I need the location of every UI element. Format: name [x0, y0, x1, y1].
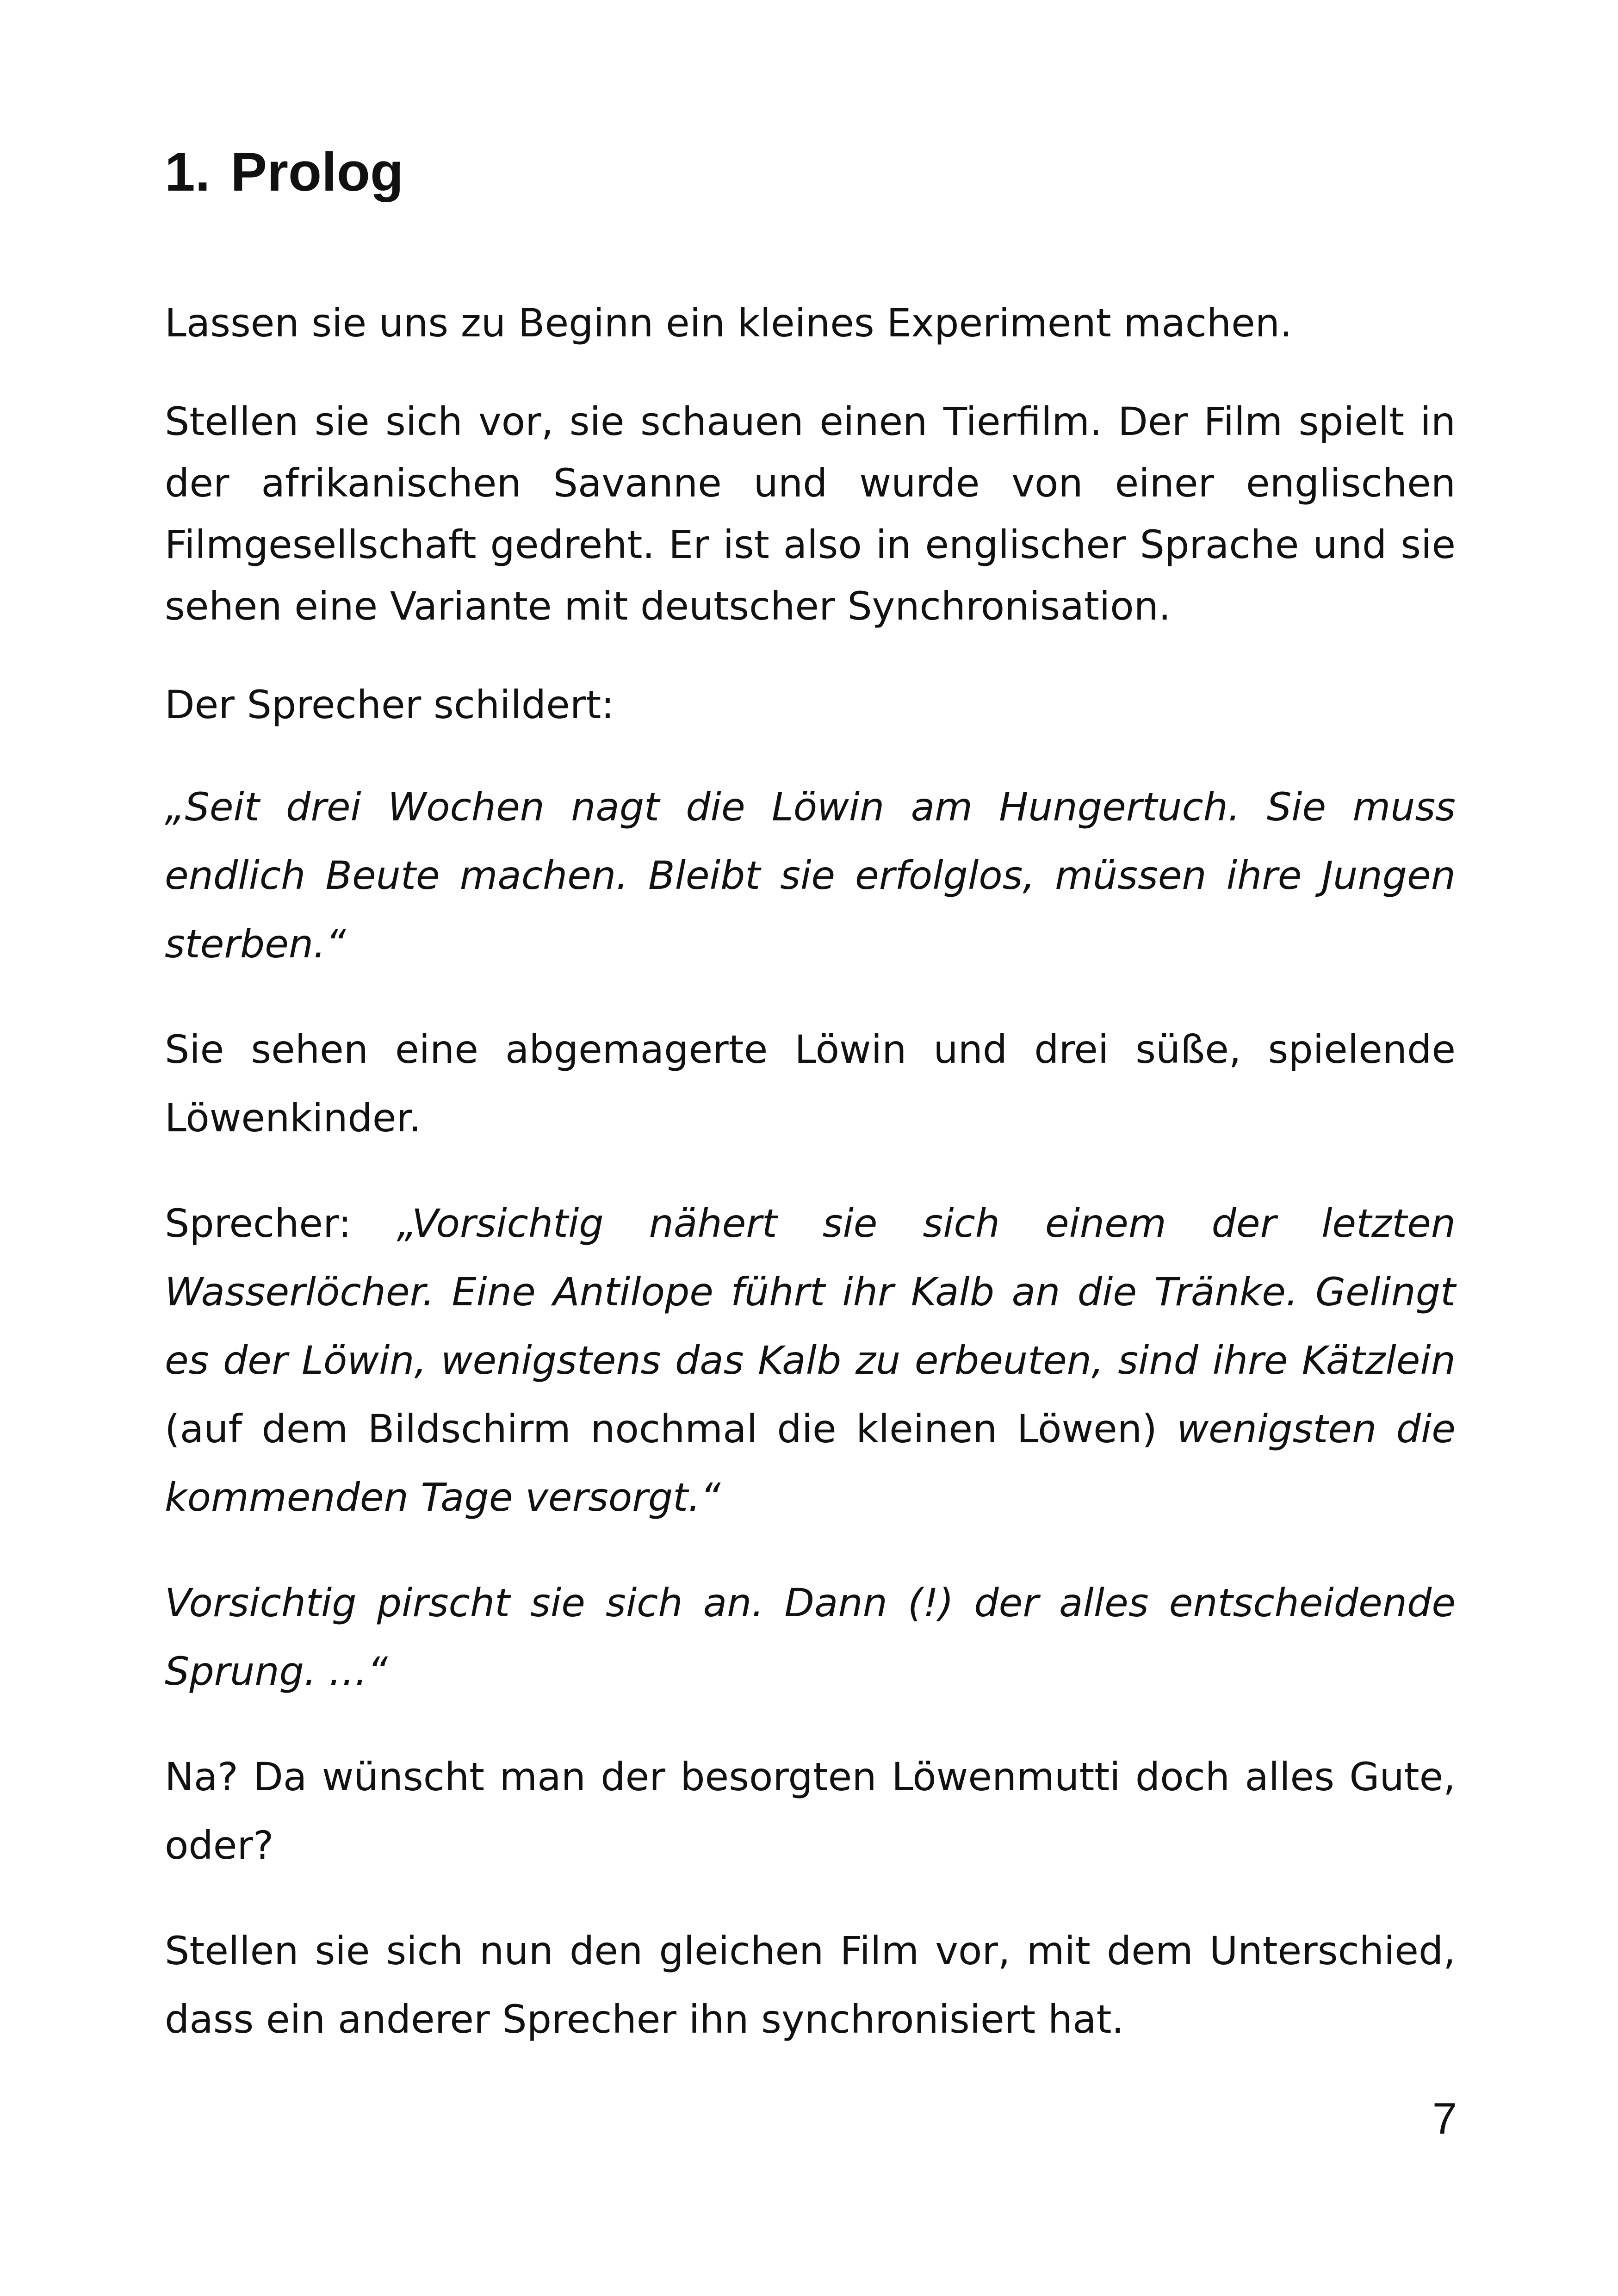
narrator-quote-part-2: wenigsten die kommenden Tage versorgt.“	[165, 1406, 1456, 1520]
body-text	[165, 292, 1456, 2091]
paragraph-film-description: Stellen sie sich vor, sie schauen einen Tierfilm. Der Film spielt in der afrikanischen Savanne und wurde von einer englischen Filmgesellschaft gedreht. Er ist also in englischer Sprache und sie sehen eine Variante mit deutscher Synchronisation.	[165, 399, 1456, 629]
narrator-quote-part-1: „Vorsichtig nähert sie sich einem der letzten Wasserlöcher. Eine Antilope führt ihr Kalb an die Tränke. Gelingt es der Löwin, wenigstens das Kalb zu erbeuten, sind ihre Kätzlein	[165, 1201, 1456, 1383]
paragraph-second-narrator: Stellen sie sich nun den gleichen Film vor, mit dem Unterschied, dass ein anderer Sprecher ihn synchronisiert hat.	[165, 1928, 1456, 2042]
chapter-title: Prolog	[230, 142, 404, 203]
paragraph-scene-description: Sie sehen eine abgemagerte Löwin und drei süße, spielende Löwenkinder.	[165, 1027, 1456, 1141]
paragraph-intro: Lassen sie uns zu Beginn ein kleines Experiment machen.	[165, 300, 1292, 346]
paragraph-narrator-intro: Der Sprecher schildert:	[165, 682, 614, 727]
page-number: 7	[1432, 2094, 1457, 2143]
paragraph-narrator-quote-2	[165, 1189, 1456, 1532]
screen-aside: (auf dem Bildschirm nochmal die kleinen Löwen)	[165, 1406, 1177, 1452]
chapter-number: 1.	[165, 142, 211, 203]
chapter-heading	[165, 140, 403, 205]
speaker-label: Sprecher:	[165, 1201, 397, 1246]
paragraph-pounce: Vorsichtig pirscht sie sich an. Dann (!) der alles entscheidende Sprung. …“	[165, 1580, 1456, 1694]
paragraph-reader-question: Na? Da wünscht man der besorgten Löwenmutti doch alles Gute, oder?	[165, 1754, 1456, 1868]
paragraph-narrator-quote-1: „Seit drei Wochen nagt die Löwin am Hungertuch. Sie muss endlich Beute machen. Bleibt sie erfolglos, müssen ihre Jungen sterben.“	[165, 784, 1456, 967]
